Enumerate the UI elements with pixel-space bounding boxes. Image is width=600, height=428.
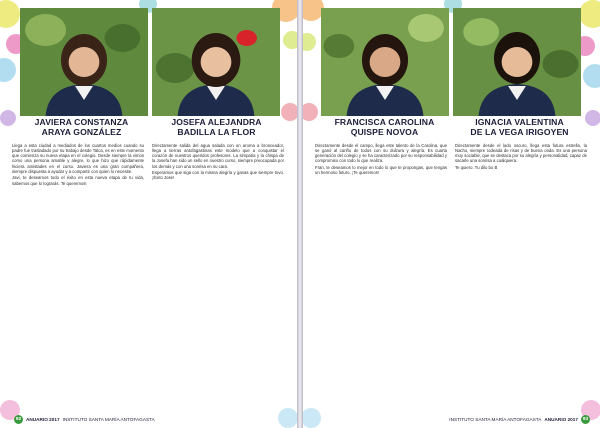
- page-footer-left: [14, 415, 155, 424]
- student-names: [14, 118, 284, 137]
- student-name-1: JAVIERA CONSTANZA ARAYA GONZÁLEZ: [34, 117, 129, 137]
- student-name-4: IGNACIA VALENTINA DE LA VEGA IRIGOYEN: [470, 117, 569, 137]
- student-name-2: JOSEFA ALEJANDRA BADILLA LA FLOR: [171, 117, 262, 137]
- school-name: INSTITUTO SANTA MARÍA ANTOFAGASTA: [449, 417, 542, 422]
- school-name: INSTITUTO SANTA MARÍA ANTOFAGASTA: [62, 417, 155, 422]
- student-photo-2: [152, 8, 280, 116]
- left-page: [0, 0, 297, 428]
- yearbook-title: ANUARIO 2017: [26, 417, 60, 422]
- biography-text-3: Directamente desde el campo, llega este talento de la Carolina, que se ganó al cariño de todos con su dulzura y alegría. Es cuarta generación del colegio y se ha caracterizado por su responsabilidad y compromiso con todo lo que realiza. Fran, te deseamos lo mejor en todo lo que te propongas, que tengas un hermoso futuro. ¡Te queremos!: [315, 143, 447, 176]
- yearbook-title: ANUARIO 2017: [544, 417, 578, 422]
- biography-columns: [315, 143, 587, 177]
- student-photos: [20, 8, 280, 116]
- page-footer-right: [449, 415, 590, 424]
- biography-text-1: Llega a esta ciudad a mediados de los cuartos medios cuando su padre fue trasladado por su trabajo desde Talca, es en este momento que comienza su nueva etapa en el colegio. Desde siempre la vimos como una persona amable y alegre, lo que hizo que rápidamente hiciera amistades en el curso. Javiera es una gran compañera, siempre dispuesta a ayudar y a compartir con quien lo necesite. Javi, te deseamos todo el éxito en esta nueva etapa de tu vida, sabemos que lo lograrás. Te queremos!: [12, 143, 144, 186]
- student-photo-3: [321, 8, 449, 116]
- right-page: [303, 0, 600, 428]
- student-photo-4: [453, 8, 581, 116]
- student-names: [317, 118, 587, 137]
- biography-text-2: Directamente salida del agua salada con un aroma a bronceador, llega a tierras antofagastinas este modelo que a conquistar el corazón de nuestros queridos profesores. La simpatía y la chispa de la Josefa han sido un sello en nuestro curso, siempre preocupada por los demás y con una sonrisa en su cara. Esperamos que siga con la misma alegría y ganas que siempre tuvo. ¡Éxito Jose!: [152, 143, 284, 181]
- page-number: 93: [582, 417, 589, 422]
- biography-columns: [12, 143, 284, 187]
- biography-text-4: Directamente desde el lado oscuro, llega esta futura estrella, la Nacho, siempre rodeada de risas y de buena onda. Es una persona muy sociable, que se destaca por su alegría y personalidad, capaz de sacarle una sonrisa a cualquiera. Te quiero. Tu dilo bo B: [455, 143, 587, 171]
- student-photos: [321, 8, 581, 116]
- student-photo-1: [20, 8, 148, 116]
- page-number: 92: [15, 417, 22, 422]
- student-name-3: FRANCISCA CAROLINA QUISPE NOVOA: [334, 117, 435, 137]
